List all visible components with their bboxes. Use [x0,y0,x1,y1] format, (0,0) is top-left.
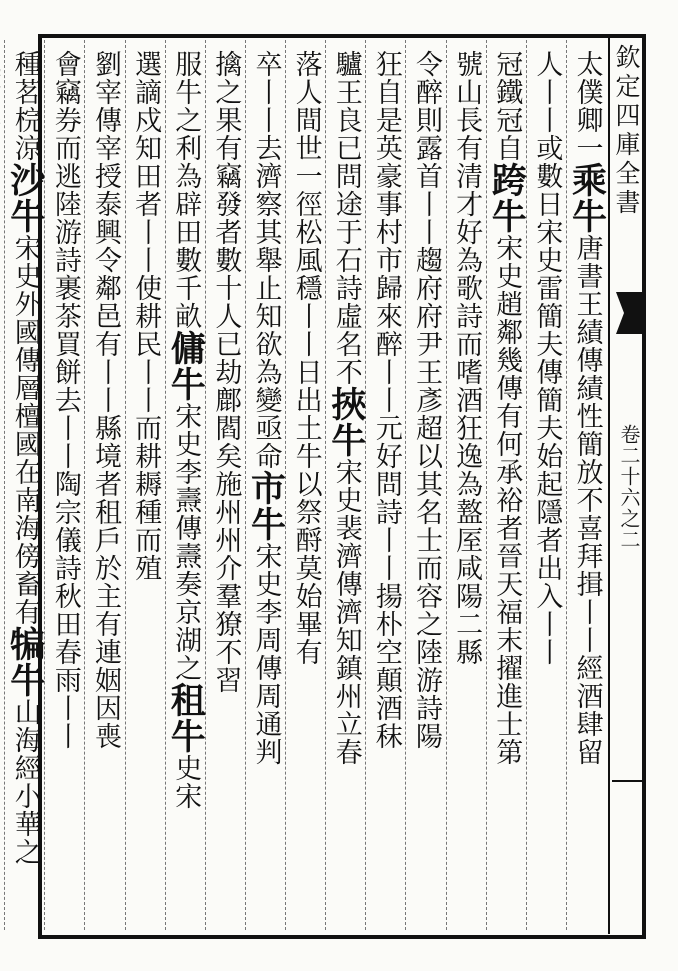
column-text [45,40,85,930]
text-column [205,40,245,930]
column-text [326,40,366,930]
text-column [165,40,205,930]
text-column [526,40,566,930]
text-column [566,40,606,930]
column-text [245,40,285,930]
entry-heading: 沙牛 [4,162,46,234]
column-text [486,40,526,930]
text-segment: 劉宰傳宰授泰興令鄰邑有丨丨縣境者租戶於主有連姻因喪 [89,50,121,750]
text-column [44,40,84,930]
entry-heading: 乘牛 [566,162,608,234]
text-segment: 令醉則露首丨丨趨府府尹王彥超以其名士而容之陸游詩陽 [410,50,442,750]
text-segment: 史宋 [170,754,202,810]
entry-heading: 傭牛 [165,330,207,402]
column-text [85,40,125,930]
text-segment: 宋史外國傳層檀國在南海傍畜有 [9,234,41,626]
column-text [526,40,566,930]
column-text [286,40,326,930]
text-segment: 服牛之利為辟田數千畝 [170,50,202,330]
text-column [0,40,4,930]
text-segment: 狂自是英豪事村市歸來醉丨丨元好問詩丨丨揚朴空顛酒秣 [370,50,402,750]
text-segment: 擒之果有竊發者數十人已劫鄜閻矣施州州介羣獠不習 [210,50,242,694]
text-segment: 宋史李燾傳燾奏京湖之 [170,402,202,682]
text-column [325,40,365,930]
column-text [0,40,4,930]
text-column [125,40,165,930]
entry-heading: 挾牛 [325,386,367,458]
text-segment: 會竊券而逃陸游詩裹茶買餅去丨丨陶宗儀詩秋田春雨丨丨 [49,50,81,750]
volume-number: 卷二十六之二 [617,424,641,550]
text-column [365,40,405,930]
text-segment: 太僕卿一 [571,50,603,162]
text-segment: 人丨丨或數日宋史雷簡夫傳簡夫始起隱者出入丨丨 [531,50,563,666]
text-segment: 宋史李周傳周通判 [250,542,282,766]
text-segment: 卒丨丨去濟察其舉止知欲為變亟命 [250,50,282,470]
text-column [446,40,486,930]
text-segment: 號山長有清才好為歌詩而嗜酒狂逸為盩厔咸陽二縣 [451,50,483,666]
text-segment: 宋史裴濟傳濟知鎮州立春 [330,458,362,766]
fish-tail-mark-icon [616,292,642,334]
column-text [446,40,486,930]
running-head-rule [612,780,642,782]
text-column [486,40,526,930]
text-column [4,40,44,930]
text-column [245,40,285,930]
text-segment: 種茗梡涼 [9,50,41,162]
text-segment: 唐書王績傳績性簡放不喜拜揖丨丨經酒肆留 [571,234,603,766]
text-body [4,40,608,930]
running-head [608,38,642,934]
book-title: 欽定四庫全書 [612,44,641,218]
text-column [405,40,445,930]
text-segment: 山海經小華之 [9,698,41,866]
column-text [205,40,245,930]
text-column [285,40,325,930]
text-segment: 冠鐵冠自 [491,50,523,162]
column-text [566,40,606,930]
column-text [5,40,45,930]
text-column [84,40,124,930]
column-text [406,40,446,930]
text-segment: 驢王良已問途于石詩虛名不 [330,50,362,386]
column-text [165,40,205,930]
entry-heading: 租牛 [165,682,207,754]
entry-heading: 跨牛 [486,162,528,234]
column-text [366,40,406,930]
text-segment: 落人間世一徑松風穩丨丨日出土牛以祭酹莫始畢有 [290,50,322,666]
entry-heading: 犏牛 [4,626,46,698]
text-segment: 選謫戍知田者丨丨使耕民丨丨而耕耨種而殖 [130,50,162,582]
entry-heading: 市牛 [245,470,287,542]
text-segment: 宋史趙鄰幾傳有何承裕者晉天福末擢進士第 [491,234,523,766]
column-text [125,40,165,930]
